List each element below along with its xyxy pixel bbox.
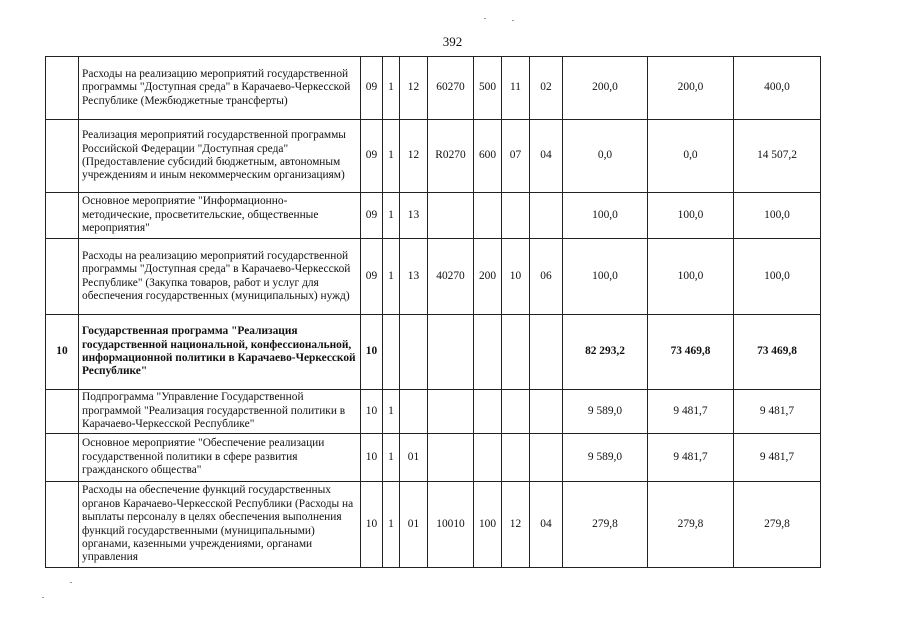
code-subprogram-cell: 1 (383, 193, 400, 239)
code-section-cell: 07 (502, 120, 530, 193)
amount-year-2-cell: 279,8 (648, 482, 734, 568)
code-activity-cell: 13 (400, 239, 428, 315)
amount-year-2-cell: 100,0 (648, 193, 734, 239)
code-subsection-cell: 04 (530, 120, 563, 193)
code-subprogram-cell: 1 (383, 390, 400, 434)
code-subprogram-cell: 1 (383, 482, 400, 568)
amount-year-2-cell: 200,0 (648, 57, 734, 120)
amount-year-1-cell: 82 293,2 (563, 315, 648, 390)
row-number-cell (46, 434, 79, 482)
amount-year-3-cell: 9 481,7 (734, 390, 821, 434)
amount-year-1-cell: 100,0 (563, 239, 648, 315)
code-direction-cell: R0270 (428, 120, 474, 193)
code-subprogram-cell (383, 315, 400, 390)
code-section-cell: 12 (502, 482, 530, 568)
row-number-cell (46, 57, 79, 120)
code-direction-cell: 40270 (428, 239, 474, 315)
amount-year-2-cell: 73 469,8 (648, 315, 734, 390)
amount-year-2-cell: 9 481,7 (648, 434, 734, 482)
amount-year-1-cell: 279,8 (563, 482, 648, 568)
code-expense-type-cell (474, 390, 502, 434)
code-expense-type-cell (474, 193, 502, 239)
amount-year-2-cell: 100,0 (648, 239, 734, 315)
row-name-cell: Подпрограмма "Управление Государственной программой "Реализация государственной политики в Карачаево-Черкесской Республике" (79, 390, 361, 434)
amount-year-2-cell: 9 481,7 (648, 390, 734, 434)
row-number-cell (46, 390, 79, 434)
code-subsection-cell (530, 315, 563, 390)
amount-year-1-cell: 9 589,0 (563, 390, 648, 434)
row-name-cell: Основное мероприятие "Информационно-методические, просветительские, общественные мероприятия" (79, 193, 361, 239)
code-program-cell: 09 (361, 120, 383, 193)
code-program-cell: 10 (361, 434, 383, 482)
code-expense-type-cell: 200 (474, 239, 502, 315)
code-activity-cell: 12 (400, 120, 428, 193)
amount-year-1-cell: 9 589,0 (563, 434, 648, 482)
amount-year-3-cell: 400,0 (734, 57, 821, 120)
code-expense-type-cell (474, 315, 502, 390)
amount-year-3-cell: 100,0 (734, 193, 821, 239)
amount-year-3-cell: 100,0 (734, 239, 821, 315)
row-name-cell: Расходы на реализацию мероприятий государственной программы "Доступная среда" в Карачаево-Черкесской Республике (Межбюджетные трансферты) (79, 57, 361, 120)
code-section-cell (502, 390, 530, 434)
code-program-cell: 10 (361, 390, 383, 434)
code-subprogram-cell: 1 (383, 434, 400, 482)
code-direction-cell: 10010 (428, 482, 474, 568)
table-row (46, 482, 821, 568)
code-program-cell: 09 (361, 57, 383, 120)
amount-year-3-cell: 73 469,8 (734, 315, 821, 390)
amount-year-1-cell: 200,0 (563, 57, 648, 120)
code-program-cell: 09 (361, 193, 383, 239)
code-direction-cell (428, 390, 474, 434)
code-expense-type-cell: 500 (474, 57, 502, 120)
row-name-cell: Расходы на реализацию мероприятий государственной программы "Доступная среда" в Карачаево-Черкесской Республике" (Закупка товаров, работ и услуг для обеспечения государственных (муниципальных) нужд) (79, 239, 361, 315)
amount-year-2-cell: 0,0 (648, 120, 734, 193)
table-row (46, 315, 821, 390)
code-subprogram-cell: 1 (383, 57, 400, 120)
code-section-cell (502, 434, 530, 482)
row-number-cell: 10 (46, 315, 79, 390)
amount-year-3-cell: 9 481,7 (734, 434, 821, 482)
row-name-cell: Реализация мероприятий государственной программы Российской Федерации "Доступная среда" (Предоставление субсидий бюджетным, автономным учреждениям и иным некоммерческим организациям) (79, 120, 361, 193)
code-section-cell (502, 315, 530, 390)
table-row (46, 239, 821, 315)
code-section-cell: 11 (502, 57, 530, 120)
code-activity-cell: 01 (400, 482, 428, 568)
table-row (46, 434, 821, 482)
code-activity-cell: 13 (400, 193, 428, 239)
code-subsection-cell (530, 434, 563, 482)
code-subsection-cell: 04 (530, 482, 563, 568)
code-subprogram-cell: 1 (383, 239, 400, 315)
code-activity-cell (400, 390, 428, 434)
table-row (46, 390, 821, 434)
code-direction-cell (428, 315, 474, 390)
code-program-cell: 09 (361, 239, 383, 315)
row-name-cell: Государственная программа "Реализация государственной национальной, конфессиональной, информационной политики в Карачаево-Черкесской Республике" (79, 315, 361, 390)
code-section-cell (502, 193, 530, 239)
amount-year-1-cell: 100,0 (563, 193, 648, 239)
amount-year-3-cell: 14 507,2 (734, 120, 821, 193)
table-row (46, 57, 821, 120)
code-direction-cell (428, 434, 474, 482)
row-number-cell (46, 239, 79, 315)
code-activity-cell (400, 315, 428, 390)
row-number-cell (46, 193, 79, 239)
row-number-cell (46, 120, 79, 193)
code-direction-cell: 60270 (428, 57, 474, 120)
row-name-cell: Основное мероприятие "Обеспечение реализации государственной политики в сфере развития гражданского общества" (79, 434, 361, 482)
amount-year-1-cell: 0,0 (563, 120, 648, 193)
table-row (46, 120, 821, 193)
code-subsection-cell: 02 (530, 57, 563, 120)
code-expense-type-cell (474, 434, 502, 482)
code-expense-type-cell: 600 (474, 120, 502, 193)
code-expense-type-cell: 100 (474, 482, 502, 568)
code-subsection-cell (530, 193, 563, 239)
row-number-cell (46, 482, 79, 568)
budget-table (45, 56, 821, 568)
code-subprogram-cell: 1 (383, 120, 400, 193)
code-subsection-cell: 06 (530, 239, 563, 315)
code-section-cell: 10 (502, 239, 530, 315)
table-row (46, 193, 821, 239)
amount-year-3-cell: 279,8 (734, 482, 821, 568)
page-number: 392 (442, 34, 463, 49)
code-direction-cell (428, 193, 474, 239)
code-subsection-cell (530, 390, 563, 434)
row-name-cell: Расходы на обеспечение функций государственных органов Карачаево-Черкесской Республики (Расходы на выплаты персоналу в целях обеспечения выполнения функций государственными (муниципальными) органами, казенными учреждениями, органами управления (79, 482, 361, 568)
code-program-cell: 10 (361, 482, 383, 568)
code-program-cell: 10 (361, 315, 383, 390)
code-activity-cell: 12 (400, 57, 428, 120)
code-activity-cell: 01 (400, 434, 428, 482)
